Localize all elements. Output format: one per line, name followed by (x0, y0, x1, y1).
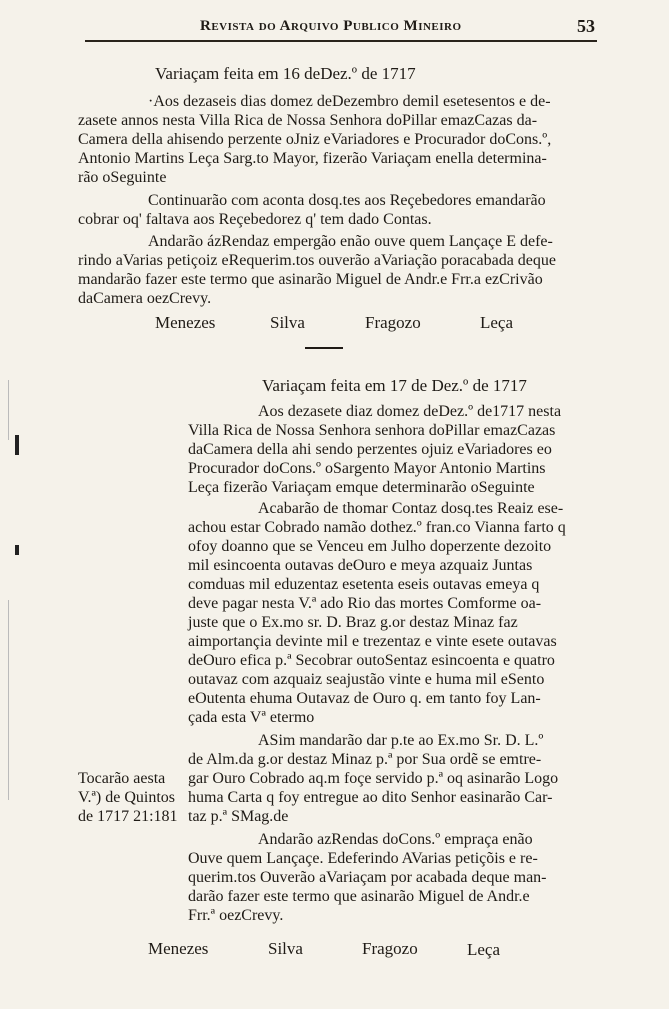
entry2-line: eOutenta ehuma Outavaz de Ouro q. em tanto foy Lan- (188, 690, 541, 707)
signature-silva: Silva (268, 939, 303, 958)
entry1-line: cobrar oq' faltava aos Reçebedorez q' tem dado Contas. (78, 211, 432, 228)
entry2-line: Acabarão de thomar Contaz dosq.tes Reaiz ese- (258, 500, 564, 517)
entry2-line: de Alm.da g.or destaz Minaz p.ª por Sua ordẽ se emtre- (188, 751, 542, 768)
scan-mark (15, 435, 19, 455)
scan-edge (8, 600, 9, 800)
entry2-line: gar Ouro Cobrado aq.m foçe servido p.ª oq asinarão Logo (188, 770, 559, 787)
entry1-heading: Variaçam feita em 16 deDez.º de 1717 (155, 64, 416, 83)
entry2-line: deOuro efica p.ª Secobrar outoSentaz esincoenta e quatro (188, 652, 555, 669)
entry2-line: Villa Rica de Nossa Senhora senhora doPillar emazCazas (188, 422, 556, 439)
entry2-line: Andarão azRendas doCons.º empraça enão (258, 831, 533, 848)
signature-leca: Leça (480, 313, 514, 332)
entry2-line: achou estar Cobrado namão dothez.º fran.co Vianna farto q (188, 519, 566, 536)
entry1-line: Camera della ahisendo perzente oJniz eVariadores e Procurador doCons.º, (78, 131, 552, 148)
entry2-line: daCamera della ahi sendo perzentes ojuiz eVariadores eo (188, 441, 552, 458)
entry2-line: taz p.ª SMag.de (188, 808, 289, 825)
margin-note: de 1717 21:181 (78, 808, 178, 825)
entry2-line: querim.tos Ouverão aVariaçam por acabada deque man- (188, 869, 547, 886)
signature-menezes: Menezes (148, 939, 209, 958)
section-divider (305, 347, 343, 349)
entry1-line: ·Aos dezaseis dias domez deDezembro demil esetesentos e de- (148, 93, 551, 110)
entry2-line: çada esta Vª etermo (188, 709, 315, 726)
header-rule (85, 40, 597, 42)
entry2-line: Ouve quem Lançaçe. Edeferindo AVarias petiçõis e re- (188, 850, 538, 867)
entry2-line: mil esincoenta outavas deOuro e meya azquaiz Juntas (188, 557, 533, 574)
entry2-line: Aos dezasete diaz domez deDez.º de1717 nesta (258, 403, 562, 420)
signature-silva: Silva (270, 313, 305, 332)
entry2-line: outavaz com azquaiz seajustão vinte e huma mil eSento (188, 671, 545, 688)
signature-leca: Leça (467, 940, 501, 959)
entry1-line: rão oSeguinte (78, 169, 167, 186)
entry2-line: huma Carta q foy entregue ao dito Senhor easinarão Car- (188, 789, 553, 806)
signature-fragozo: Fragozo (362, 939, 418, 958)
entry1-line: rindo aVarias petiçoiz eRequerim.tos ouverão aVariação poracabada deque (78, 252, 556, 269)
page-number: 53 (577, 16, 595, 36)
entry2-line: darão fazer este termo que asinarão Miguel de Andr.e (188, 888, 530, 905)
entry2-heading: Variaçam feita em 17 de Dez.º de 1717 (262, 376, 527, 395)
margin-note: V.ª) de Quintos (78, 789, 176, 806)
entry2-line: juste que o Ex.mo sr. D. Braz g.or destaz Minaz faz (188, 614, 518, 631)
entry2-line: deve pagar nesta V.ª ado Rio das mortes Comforme oa- (188, 595, 542, 612)
entry2-line: ofoy doanno que se Venceu em Julho doperzente dezoito (188, 538, 552, 555)
entry1-line: mandarão fazer este termo que asinarão Miguel de Andr.e Frr.a ezCrivão (78, 271, 543, 288)
entry2-line: Frr.ª oezCrevy. (188, 907, 284, 924)
entry2-line: comduas mil eduzentaz esetenta eseis outavas emeya q (188, 576, 540, 593)
entry1-line: daCamera oezCrevy. (78, 290, 212, 307)
entry1-line: zasete annos nesta Villa Rica de Nossa Senhora doPillar emazCazas da- (78, 112, 538, 129)
entry2-line: Procurador doCons.º oSargento Mayor Antonio Martins (188, 460, 546, 477)
entry1-line: Continuarão com aconta dosq.tes aos Reçebedores emandarão (148, 192, 546, 209)
entry1-line: Andarão ázRendaz empergão enão ouve quem Lançaçe E defe- (148, 233, 553, 250)
entry2-line: ASim mandarão dar p.te ao Ex.mo Sr. D. L.º (258, 732, 544, 749)
signature-fragozo: Fragozo (365, 313, 421, 332)
entry2-line: Leça fizerão Variaçam emque determinarão oSeguinte (188, 479, 535, 496)
entry2-line: aimportançia devinte mil e trezentaz e vinte esete outavas (188, 633, 557, 650)
journal-title: Revista do Arquivo Publico Mineiro (200, 18, 462, 34)
margin-note: Tocarão aesta (78, 770, 166, 787)
signature-menezes: Menezes (155, 313, 216, 332)
scan-edge (8, 380, 9, 440)
entry1-line: Antonio Martins Leça Sarg.to Mayor, fizerão Variaçam enella determina- (78, 150, 547, 167)
scan-mark (15, 545, 19, 555)
